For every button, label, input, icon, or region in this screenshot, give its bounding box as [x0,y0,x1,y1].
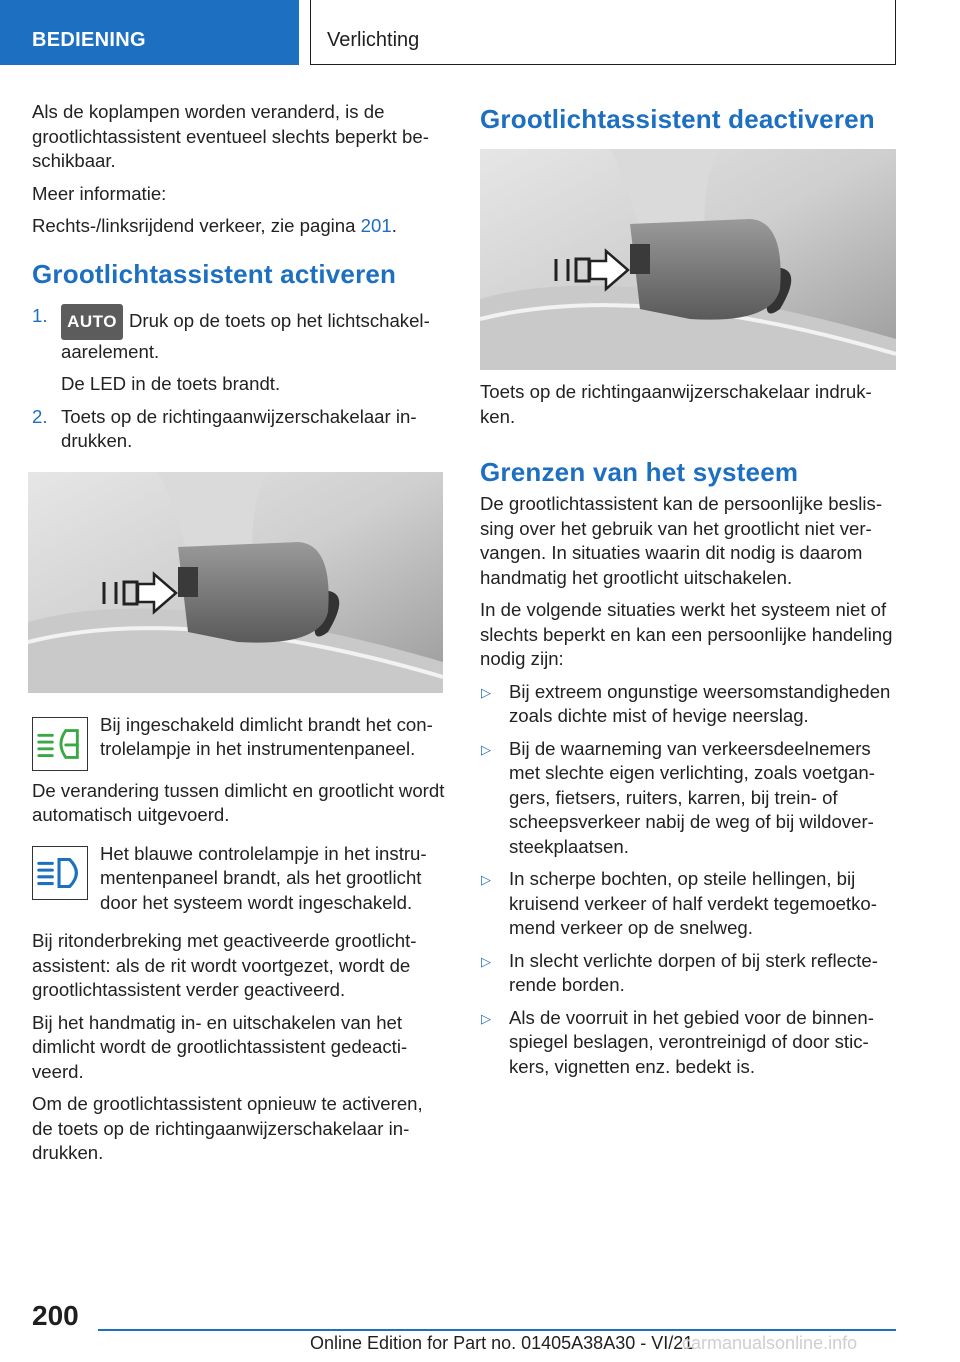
limits-paragraph: De grootlichtassistent kan de persoonlijke beslissing over het gebruik van het grootlicht niet vervangen. In situaties waarin dit nodig is daarom handmatig het grootlicht uitschakelen. [480,493,883,588]
situations-paragraph: In de volgende situaties werkt het systeem niet of slechts beperkt en kan een persoonlijke handeling nodig zijn: [480,599,893,669]
step-text: Toets op de richtingaanwijzerschakelaar indrukken. [61,405,417,451]
reference-paragraph [32,214,446,239]
chapter-header [310,0,896,65]
paragraph-manual: Bij het handmatig in- en uitschakelen van het dimlicht wordt de grootlichtassistent gedeactiveerd. [32,1011,408,1082]
right-column [480,100,896,1087]
triangle-bullet-icon: ▷ [481,741,491,757]
list-item-text: Bij de waarneming van verkeersdeelnemers met slechte eigen verlichting, zoals voetgangers, fietsers, ruiters, karren, bij trein- of scheepsverkeer nabij de weg of bij wildoversteekplaatsen. [509,737,875,857]
list-item-text: In scherpe bochten, op steile hellingen, bij kruisend verkeer of half verdekt tegemoetkomend verkeer op de snelweg. [509,868,877,938]
list-item [480,1006,896,1080]
reference-text: Rechts-/linksrijdend verkeer, zie pagina [32,215,361,236]
green-indicator-text: Bij ingeschakeld dimlicht brandt het controlelampje in het instrumentenpaneel. [100,713,433,759]
heading-limits: Grenzen van het systeem [480,457,799,487]
low-beam-green-icon [32,717,88,771]
step-number: 2. [32,405,48,427]
list-item [480,949,896,998]
switch-paragraph: De verandering tussen dimlicht en grootlicht wordt automatisch uitgevoerd. [32,779,445,825]
auto-button-icon: AUTO [61,304,123,340]
step-1 [32,304,446,365]
intro-paragraph: Als de koplampen worden veranderd, is de grootlichtassistent eventueel slechts beperkt beschikbaar. [32,101,429,171]
triangle-bullet-icon: ▷ [481,953,491,969]
list-item-text: Bij extreem ongunstige weersomstandigheden zoals dichte mist of hevige neerslag. [509,680,891,726]
watermark-text: carmanualsonline.info [682,1333,858,1353]
paragraph-interruption: Bij ritonderbreking met geactiveerde grootlichtassistent: als de rit wordt voortgezet, wordt de grootlichtassistent verder geactiveerd. [32,930,417,1000]
triangle-bullet-icon: ▷ [481,872,491,887]
triangle-bullet-icon: ▷ [481,684,491,700]
page-number: 200 [32,1300,79,1331]
list-item [480,680,896,729]
turn-signal-lever-photo-2 [480,149,896,370]
turn-signal-lever-photo [28,472,443,693]
blue-indicator-row [32,842,446,916]
heading-activate: Grootlichtassistent activeren [32,258,397,289]
triangle-bullet-icon: ▷ [481,1010,491,1026]
chapter-title: Verlichting [327,29,420,51]
section-tab [0,0,299,65]
footer-divider [98,1329,896,1331]
edition-text: Online Edition for Part no. 01405A38A30 - VI/21 [310,1333,694,1353]
reference-end: . [391,215,397,236]
list-item [480,737,896,860]
page-link[interactable]: 201 [360,215,392,236]
list-item [480,867,896,941]
list-item-text: Als de voorruit in het gebied voor de binnenspiegel beslagen, verontreinigd of door stickers, vignetten enz. bedekt is. [509,1006,874,1077]
step-2 [32,405,446,454]
step-number: 1. [32,304,48,326]
deactivate-text: Toets op de richtingaanwijzerschakelaar indrukken. [480,381,872,427]
more-info-label: Meer informatie: [32,182,167,204]
left-column [32,100,446,1174]
step-subtext: De LED in de toets brandt. [61,373,281,394]
list-item-text: In slecht verlichte dorpen of bij sterk reflecterende borden. [509,949,878,995]
heading-deactivate: Grootlichtassistent deactiveren [480,104,875,134]
paragraph-reactivate: Om de grootlichtassistent opnieuw te activeren, de toets op de richtingaanwijzerschakelaar indrukken. [32,1093,423,1163]
step-1-sub [32,372,446,397]
section-title: BEDIENING [32,29,146,51]
high-beam-blue-icon [32,846,88,900]
step-text: Druk op de toets op het lichtschakelaarelement. [61,309,430,362]
blue-indicator-text: Het blauwe controlelampje in het instrumentenpaneel brandt, als het grootlicht door het systeem wordt ingeschakeld. [100,842,427,913]
green-indicator-row [32,713,446,769]
